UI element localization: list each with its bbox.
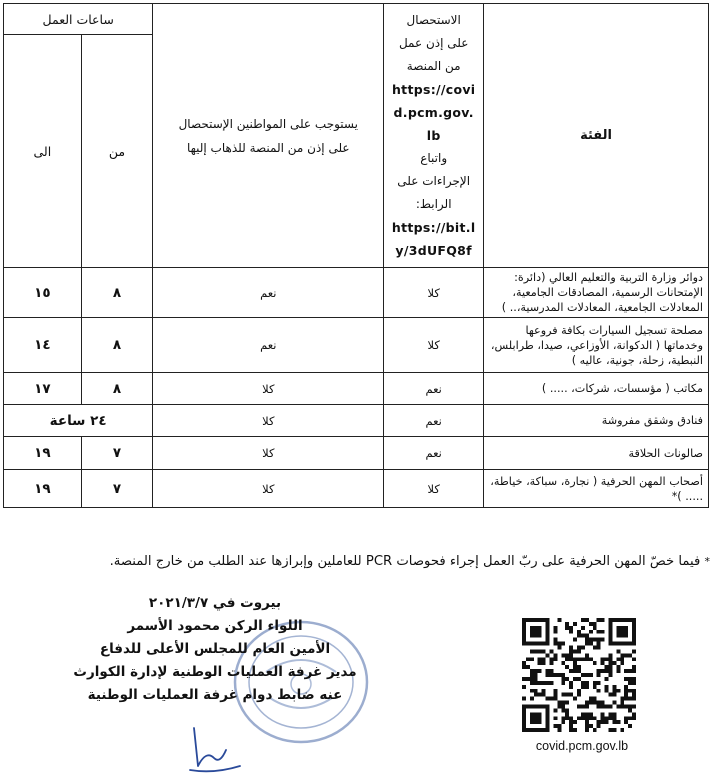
row-must: نعم (153, 268, 384, 318)
row-to: ١٧ (4, 373, 82, 405)
row-permit: نعم (384, 405, 484, 437)
signature-block (70, 592, 360, 707)
row-category: أصحاب المهن الحرفية ( نجارة، سباكة، خياطة، ..... )* (484, 470, 709, 508)
permit-line: الإجراءات على (397, 174, 471, 188)
row-from: ٨ (81, 373, 153, 405)
permit-line: الاستحصال (406, 13, 461, 27)
permit-line: واتباع (420, 151, 448, 165)
table-row (4, 268, 709, 318)
row-permit: كلا (384, 268, 484, 318)
header-must-obtain (153, 4, 384, 268)
row-permit: كلا (384, 470, 484, 508)
row-permit: نعم (384, 437, 484, 470)
procedures-link-part[interactable]: y/3dUFQ8f (395, 243, 472, 258)
permit-line: من المنصة (406, 59, 461, 73)
row-must: كلا (153, 373, 384, 405)
row-category: مصلحة تسجيل السيارات بكافة فروعها وخدماتها ( الدكوانة، الأوزاعي، صيدا، طرابلس، النبطية، زحلة، جونية، عاليه ) (484, 318, 709, 373)
row-from: ٧ (81, 470, 153, 508)
header-to: الى (4, 35, 82, 268)
sign-delegate: عنه ضابط دوام غرفة العمليات الوطنية (87, 687, 343, 703)
sign-office: مدير غرفة العمليات الوطنية لإدارة الكوارث (73, 664, 357, 680)
row-category: فنادق وشقق مفروشة (484, 405, 709, 437)
row-from: ٨ (81, 268, 153, 318)
table-row (4, 318, 709, 373)
row-category: دوائر وزارة التربية والتعليم العالي (دائرة: الإمتحانات الرسمية، المصادقات الجامعية، المعادلات الجامعية، المعادلات المدرسية،.. ) (484, 268, 709, 318)
table-row (4, 405, 709, 437)
row-must: كلا (153, 405, 384, 437)
footnote-text: فيما خصّ المهن الحرفية على ربّ العمل إجراء فحوصات PCR للعاملين وإبرازها عند الطلب من خارج المنصة. (109, 554, 701, 569)
row-permit: كلا (384, 318, 484, 373)
row-to: ١٩ (4, 470, 82, 508)
row-must: نعم (153, 318, 384, 373)
platform-link-part[interactable]: https://covi (391, 82, 476, 97)
categories-table (3, 3, 709, 508)
table-header-row (4, 4, 709, 35)
row-to: ١٤ (4, 318, 82, 373)
row-permit: نعم (384, 373, 484, 405)
permit-line: على إذن عمل (398, 36, 469, 50)
row-from: ٨ (81, 318, 153, 373)
table-row (4, 470, 709, 508)
must-line: يستوجب على المواطنين الإستحصال (178, 116, 358, 131)
platform-link-part[interactable]: lb (426, 128, 441, 143)
procedures-link-part[interactable]: https://bit.l (391, 220, 476, 235)
row-hours-24: ٢٤ ساعة (4, 405, 153, 437)
sign-date: بيروت في ٢٠٢١/٣/٧ (148, 595, 282, 611)
footnote-star: * (704, 555, 710, 568)
row-to: ١٥ (4, 268, 82, 318)
platform-link-part[interactable]: d.pcm.gov. (393, 105, 474, 120)
row-from: ٧ (81, 437, 153, 470)
row-must: كلا (153, 437, 384, 470)
header-from: من (81, 35, 153, 268)
header-permit (384, 4, 484, 268)
sign-name: اللواء الركن محمود الأسمر (127, 618, 303, 634)
table-row (4, 437, 709, 470)
must-line: على إذن من المنصة للذهاب إليها (186, 140, 350, 155)
header-category: الفئة (484, 4, 709, 268)
qr-url: covid.pcm.gov.lb (535, 739, 629, 753)
sign-title: الأمين العام للمجلس الأعلى للدفاع (99, 641, 331, 657)
row-category: مكاتب ( مؤسسات، شركات، ..... ) (484, 373, 709, 405)
row-to: ١٩ (4, 437, 82, 470)
table-row (4, 373, 709, 405)
row-category: صالونات الحلاقة (484, 437, 709, 470)
qr-code[interactable] (522, 618, 636, 732)
footnote (4, 554, 710, 569)
handwritten-signature (184, 720, 244, 776)
permit-line: الرابط: (415, 197, 452, 211)
row-must: كلا (153, 470, 384, 508)
header-work-hours: ساعات العمل (4, 4, 153, 35)
